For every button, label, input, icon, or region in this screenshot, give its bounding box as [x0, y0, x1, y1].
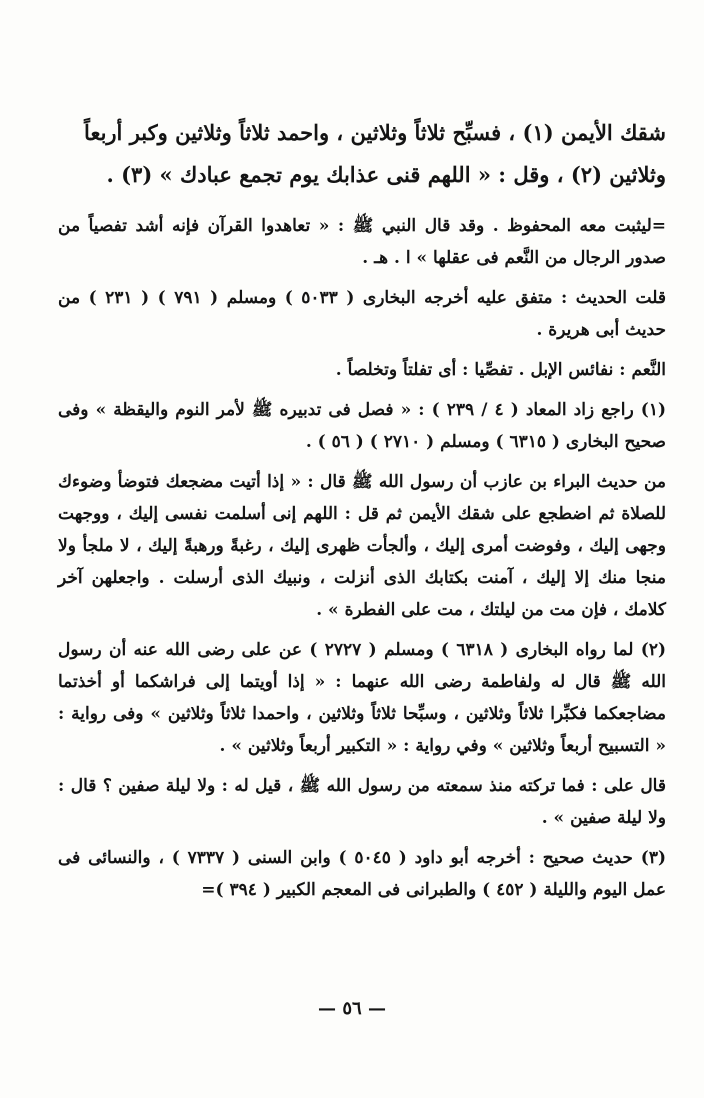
footnote-paragraph: من حديث البراء بن عازب أن رسول الله ﷺ قال : « إذا أتيت مضجعك فتوضأ وضوءك للصلاة ثم اضطجع على شقك الأيمن ثم قل : اللهم إنى أسلمت نفسى إليك ، ووجهت وجهى إليك ، وفوضت أمرى إليك ، وألجأت ظهرى إليك ، رغبةً ورهبةً إليك ، لا ملجأ ولا منجا منك إلا إليك ، آمنت بكتابك الذى أنزلت ، ونبيك الذى أرسلت . واجعلهن آخر كلامك ، فإن مت من ليلتك ، مت على الفطرة » .: [58, 472, 666, 620]
footnote-paragraph: قال على : فما تركته منذ سمعته من رسول الله ﷺ ، قيل له : ولا ليلة صفين ؟ قال : ولا ليلة صفين » .: [58, 776, 666, 828]
page-body: [58, 112, 666, 914]
footnote-paragraph: قلت الحديث : متفق عليه أخرجه البخارى ( ٥٠٣٣ ) ومسلم ( ٧٩١ ) ( ٢٣١ ) من حديث أبى هريرة .: [58, 288, 666, 340]
footnote-paragraph: (٣) حديث صحيح : أخرجه أبو داود ( ٥٠٤٥ ) وابن السنى ( ٧٣٣٧ ) ، والنسائى فى عمل اليوم والليلة ( ٤٥٢ ) والطبرانى فى المعجم الكبير ( ٣٩٤ )=: [58, 848, 666, 900]
footnote-paragraph: (١) راجع زاد المعاد ( ٤ / ٢٣٩ ) : « فصل فى تدبيره ﷺ لأمر النوم واليقظة » وفى صحيح البخارى ( ٦٣١٥ ) ومسلم ( ٢٧١٠ ) ( ٥٦ ) .: [58, 400, 666, 452]
footnote-paragraph: النَّعم : نفائس الإبل . تفصِّيا : أى تفلتاً وتخلصاً .: [335, 360, 666, 380]
footnote-paragraph: =ليثبت معه المحفوظ . وقد قال النبي ﷺ : « تعاهدوا القرآن فإنه أشد تفصياً من صدور الرجال من النَّعم فى عقلها » ا . هـ .: [58, 216, 666, 268]
page-number: — ٥٦ —: [318, 998, 386, 1019]
footnotes: [58, 210, 666, 906]
main-line: شقك الأيمن (١) ، فسبِّح ثلاثاً وثلاثين ، واحمد ثلاثاً وثلاثين وكبر أربعاً: [84, 120, 666, 145]
main-line: وثلاثين (٢) ، وقل : « اللهم قنى عذابك يوم تجمع عبادك » (٣) .: [106, 162, 666, 187]
main-text: [58, 112, 666, 204]
footnote-paragraph: (٢) لما رواه البخارى ( ٦٣١٨ ) ومسلم ( ٢٧٢٧ ) عن على رضى الله عنه أن رسول الله ﷺ قال له ولفاطمة رضى الله عنهما : « إذا أويتما إلى فراشكما أو أخذتما مضاجعكما فكبِّرا ثلاثاً وثلاثين ، وسبِّحا ثلاثاً وثلاثين ، واحمدا ثلاثاً وثلاثين » وفى رواية : « التسبيح أربعاً وثلاثين » وفي رواية : « التكبير أربعاً وثلاثين » .: [58, 640, 666, 756]
